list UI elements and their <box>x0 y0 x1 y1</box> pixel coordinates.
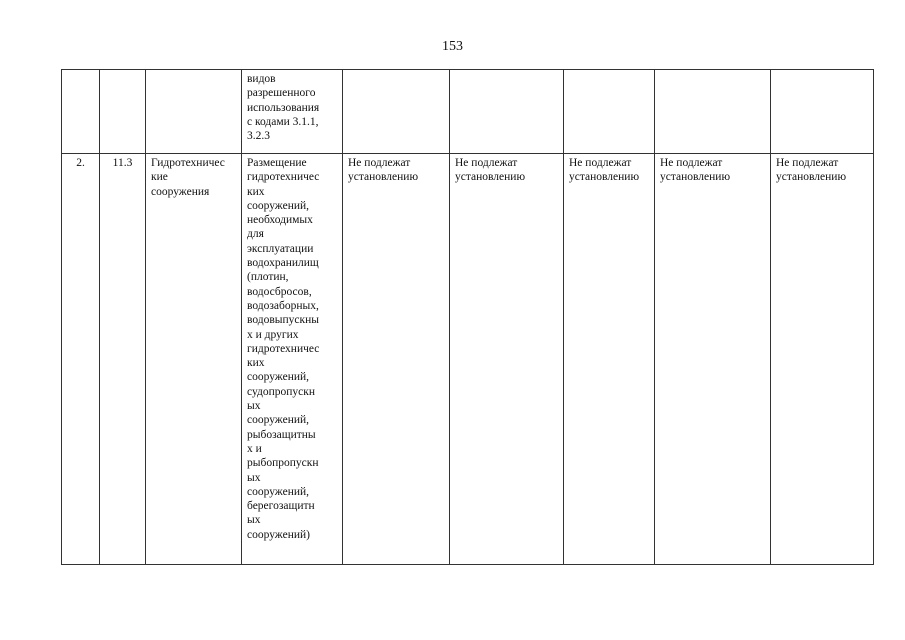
code-cell: 11.3 <box>100 154 146 565</box>
use-name-cell <box>146 70 242 154</box>
row-number-cell <box>62 70 100 154</box>
code-cell <box>100 70 146 154</box>
parameter-cell <box>771 70 874 154</box>
parameter-cell: Не подлежат установлению <box>450 154 564 565</box>
description-cell: Размещение гидротехничес ких сооружений, необходимых для эксплуатации водохранилищ (плотин, водосбросов, водозаборных, водовыпускны х и других гидротехничес ких сооружений, судопропускн ых сооружений, рыбозащитны х и рыбопропускн ых сооружений, берегозащитн ых сооружений) <box>242 154 343 565</box>
parameter-cell: Не подлежат установлению <box>655 154 771 565</box>
table-row <box>62 154 874 565</box>
parameter-cell: Не подлежат установлению <box>564 154 655 565</box>
parameter-cell: Не подлежат установлению <box>343 154 450 565</box>
regulations-table <box>61 69 874 565</box>
table-row <box>62 70 874 154</box>
row-number-cell: 2. <box>62 154 100 565</box>
parameter-cell <box>450 70 564 154</box>
description-cell: видов разрешенного использования с кодами 3.1.1, 3.2.3 <box>242 70 343 154</box>
page-number: 153 <box>442 39 463 54</box>
use-name-cell: Гидротехничес кие сооружения <box>146 154 242 565</box>
parameter-cell: Не подлежат установлению <box>771 154 874 565</box>
parameter-cell <box>564 70 655 154</box>
parameter-cell <box>343 70 450 154</box>
parameter-cell <box>655 70 771 154</box>
